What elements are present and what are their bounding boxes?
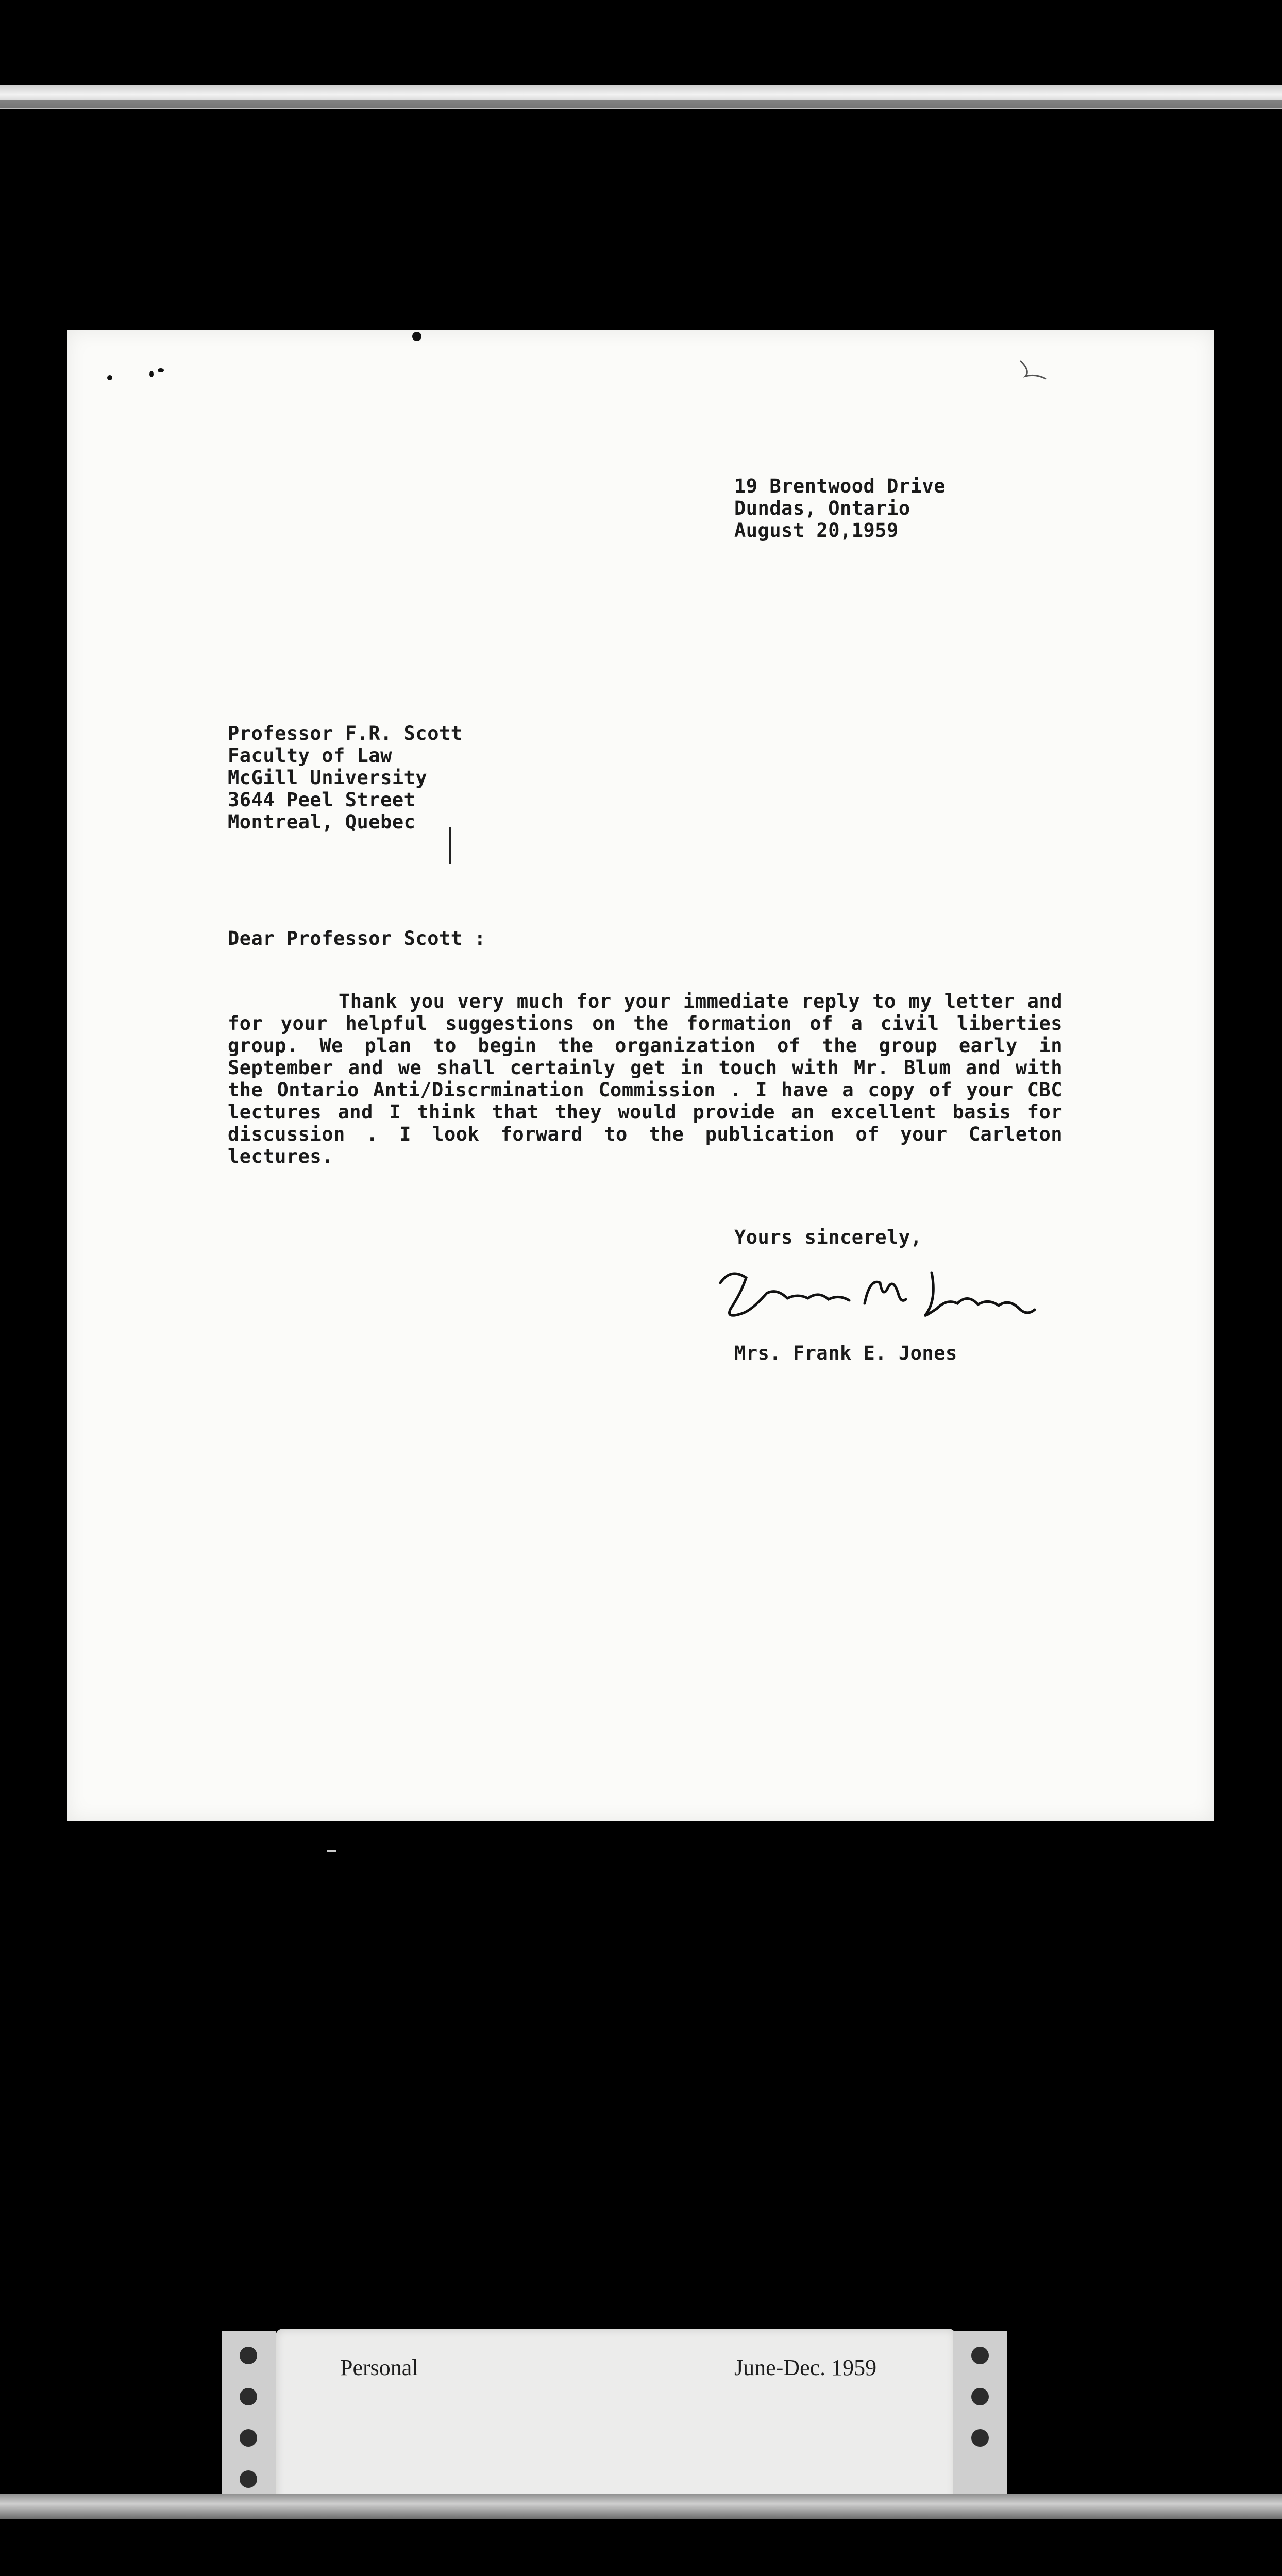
sender-city: Dundas, Ontario — [734, 497, 910, 519]
signed-name: Mrs. Frank E. Jones — [734, 1342, 957, 1364]
punch-hole-icon — [971, 2429, 989, 2447]
recipient-university: McGill University — [228, 767, 428, 789]
folder-tab-date-range: June-Dec. 1959 — [734, 2355, 877, 2380]
punch-hole-icon — [971, 2347, 989, 2364]
punch-hole-icon — [240, 2388, 257, 2405]
recipient-name: Professor F.R. Scott — [228, 722, 463, 744]
film-strip-bottom-edge — [0, 2494, 1282, 2519]
body-paragraph: Thank you very much for your immediate reply to my letter and for your helpful suggestions on the formation of a civil liberties group. We plan to begin the organization of the group early in September and we shall certainly get in touch with Mr. Blum and with the Ontario Anti/Discrmination Commission . I have a copy of your CBC lectures and I think that they would provide an excellent basis for discussion . I look forward to the publication of your Carleton lectures. — [228, 990, 1062, 1167]
sender-address — [734, 475, 946, 541]
page-speck — [149, 371, 154, 377]
page-speck — [158, 368, 164, 372]
sender-street: 19 Brentwood Drive — [734, 475, 946, 497]
handwritten-signature — [710, 1262, 1040, 1329]
recipient-faculty: Faculty of Law — [228, 744, 392, 767]
recipient-city: Montreal, Quebec — [228, 811, 416, 833]
letter-page — [67, 330, 1214, 1821]
letter-date: August 20,1959 — [734, 519, 899, 541]
recipient-address — [228, 722, 463, 833]
punch-hole-icon — [240, 2347, 257, 2364]
folder-tab — [276, 2329, 956, 2519]
film-strip-top-shadow — [0, 100, 1282, 108]
letter-body — [228, 990, 1062, 1167]
folder-holes-left — [222, 2331, 276, 2519]
recipient-street: 3644 Peel Street — [228, 789, 416, 811]
punch-hole-icon — [240, 2429, 257, 2447]
closing: Yours sincerely, — [734, 1226, 922, 1248]
margin-mark — [449, 827, 451, 864]
folder-holes-right — [953, 2331, 1007, 2519]
pencil-mark-icon — [1015, 355, 1061, 386]
page-speck — [107, 375, 112, 380]
folder-tab-category: Personal — [340, 2355, 418, 2380]
punch-hole-icon — [240, 2470, 257, 2488]
salutation: Dear Professor Scott : — [228, 927, 486, 950]
page-speck — [412, 332, 421, 341]
punch-hole-icon — [971, 2388, 989, 2405]
film-speck — [327, 1850, 336, 1852]
